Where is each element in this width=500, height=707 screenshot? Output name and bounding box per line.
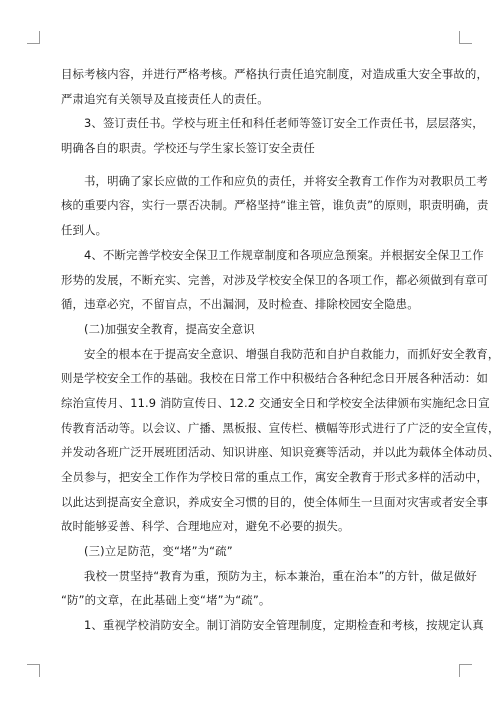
text-line: 传教育活动等。以会议、广播、黑板报、宣传栏、横幅等形式进行了广泛的安全宣传， (61, 420, 500, 435)
text-line: 故时能够妥善、科学、合理地应对，避免不必要的损失。 (61, 519, 350, 534)
text-line: “防”的文章，在此基础上变“堵”为“疏”。 (61, 593, 271, 608)
text-line: 安全的根本在于提高安全意识、增强自我防范和自护自救能力，而抓好安全教育， (84, 346, 500, 361)
text-line: 综治宣传月、11.9 消防宣传日、12.2 交通安全日和学校安全法律颁布实施纪念日宣 (61, 395, 490, 410)
text-line: 并发动各班广泛开展班团活动、知识讲座、知识竞赛等活动，并以此为载体全体动员、 (61, 445, 500, 460)
section-heading: (二)加强安全教育，提高安全意识 (84, 321, 255, 336)
text-line: 我校一贯坚持“教育为重，预防为主，标本兼治，重在治本”的方针，做足做好 (84, 568, 477, 583)
text-line: 1、重视学校消防安全。制订消防安全管理制度，定期检查和考核，按规定认真 (84, 618, 484, 633)
text-line: 全员参与，把安全工作作为学校日常的重点工作，寓安全教育于形式多样的活动中， (61, 470, 489, 484)
section-heading: (三)立足防范，变“堵”为“疏” (84, 544, 233, 559)
text-line: 任到人。 (61, 223, 108, 238)
document-page (61, 62, 500, 638)
text-line: 形势的发展，不断充实、完善，对涉及学校安全保卫的各项工作，都必须做到有章可 (61, 272, 489, 287)
text-line: 书，明确了家长应做的工作和应负的责任，并将安全教育工作作为对教职员工考 (84, 173, 488, 188)
text-line: 明确各自的职责。学校还与学生家长签订安全责任 (61, 141, 315, 156)
text-line: 3、签订责任书。学校与班主任和科任老师等签订安全工作责任书，层层落实， (84, 116, 484, 131)
crop-mark-bottom-left (27, 664, 40, 677)
crop-mark-top-right (459, 31, 472, 44)
text-line: 目标考核内容，并进行严格考核。严格执行责任追究制度，对造成重大安全事故的， (61, 67, 489, 81)
text-line: 核的重要内容，实行一票否决制。严格坚持“谁主管，谁负责”的原则，职责明确，责 (61, 198, 489, 213)
text-line: 严肃追究有关领导及直接责任人的责任。 (61, 91, 269, 106)
text-line: 循，违章必究，不留盲点，不出漏洞，及时检查、排除校园安全隐患。 (61, 297, 419, 312)
text-line: 则是学校安全工作的基础。我校在日常工作中积极结合各种纪念日开展各种活动：如 (61, 371, 489, 386)
crop-mark-top-left (27, 31, 40, 44)
crop-mark-bottom-right (459, 664, 472, 677)
text-line: 4、不断完善学校安全保卫工作规章制度和各项应急预案。并根据安全保卫工作 (84, 247, 484, 262)
text-line: 以此达到提高安全意识，养成安全习惯的目的，使全体师生一旦面对灾害或者安全事 (61, 494, 489, 509)
